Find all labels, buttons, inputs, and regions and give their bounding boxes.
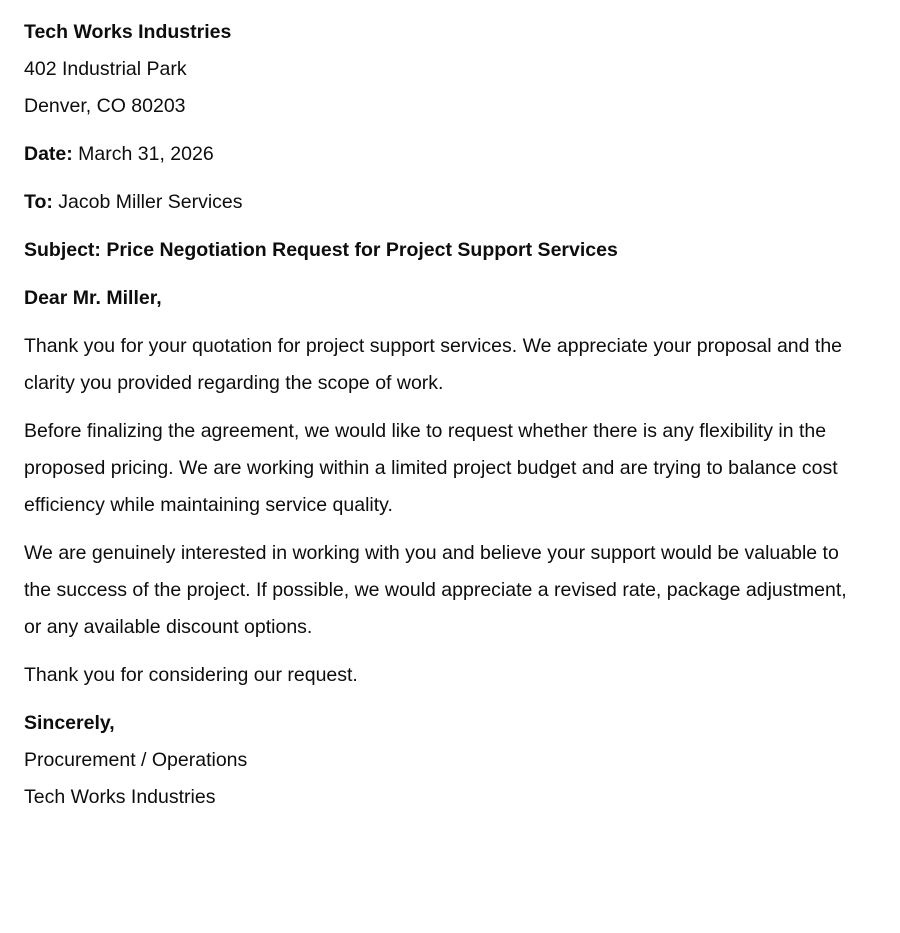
signature-block: [24, 705, 850, 816]
spacer-after-paragraph-1: [24, 402, 850, 413]
letterhead-company: Tech Works Industries: [24, 21, 232, 43]
signature-role: Procurement / Operations: [24, 749, 248, 771]
signature-company: Tech Works Industries: [24, 786, 216, 808]
spacer-after-subject: [24, 269, 850, 280]
subject-line: Subject: Price Negotiation Request for Project Support Services: [24, 239, 618, 261]
to-value: Jacob Miller Services: [52, 191, 243, 213]
letterhead-city-state-zip: Denver, CO 80203: [24, 95, 186, 117]
spacer-after-recipient: [24, 221, 850, 232]
date-label: Date:: [24, 143, 73, 165]
date-value: March 31, 2026: [72, 143, 214, 165]
spacer-after-paragraph-2: [24, 524, 850, 535]
spacer-after-letterhead: [24, 125, 850, 136]
recipient-line: [24, 184, 850, 221]
body-paragraph-4: Thank you for considering our request.: [24, 664, 358, 686]
spacer-after-greeting: [24, 317, 850, 328]
greeting-line: Dear Mr. Miller,: [24, 287, 162, 309]
to-label: To:: [24, 191, 53, 213]
body-paragraph-1: Thank you for your quotation for project support services. We appreciate your proposal and the clarity you provided regarding the scope of work.: [24, 335, 843, 394]
body-paragraph-2: Before finalizing the agreement, we would like to request whether there is any flexibility in the proposed pricing. We are working within a limited project budget and are trying to balance cost efficiency while maintaining service quality.: [24, 420, 838, 516]
signature-closing: Sincerely,: [24, 712, 115, 734]
letter-body: [24, 14, 850, 816]
spacer-after-paragraph-3: [24, 646, 850, 657]
letterhead-block: [24, 14, 850, 125]
date-line: [24, 136, 850, 173]
body-paragraph-3: We are genuinely interested in working with you and believe your support would be valuable to the success of the project. If possible, we would appreciate a revised rate, package adjustment, or any available discount options.: [24, 542, 847, 638]
spacer-after-date: [24, 173, 850, 184]
letterhead-street: 402 Industrial Park: [24, 58, 187, 80]
spacer-after-paragraph-4: [24, 694, 850, 705]
